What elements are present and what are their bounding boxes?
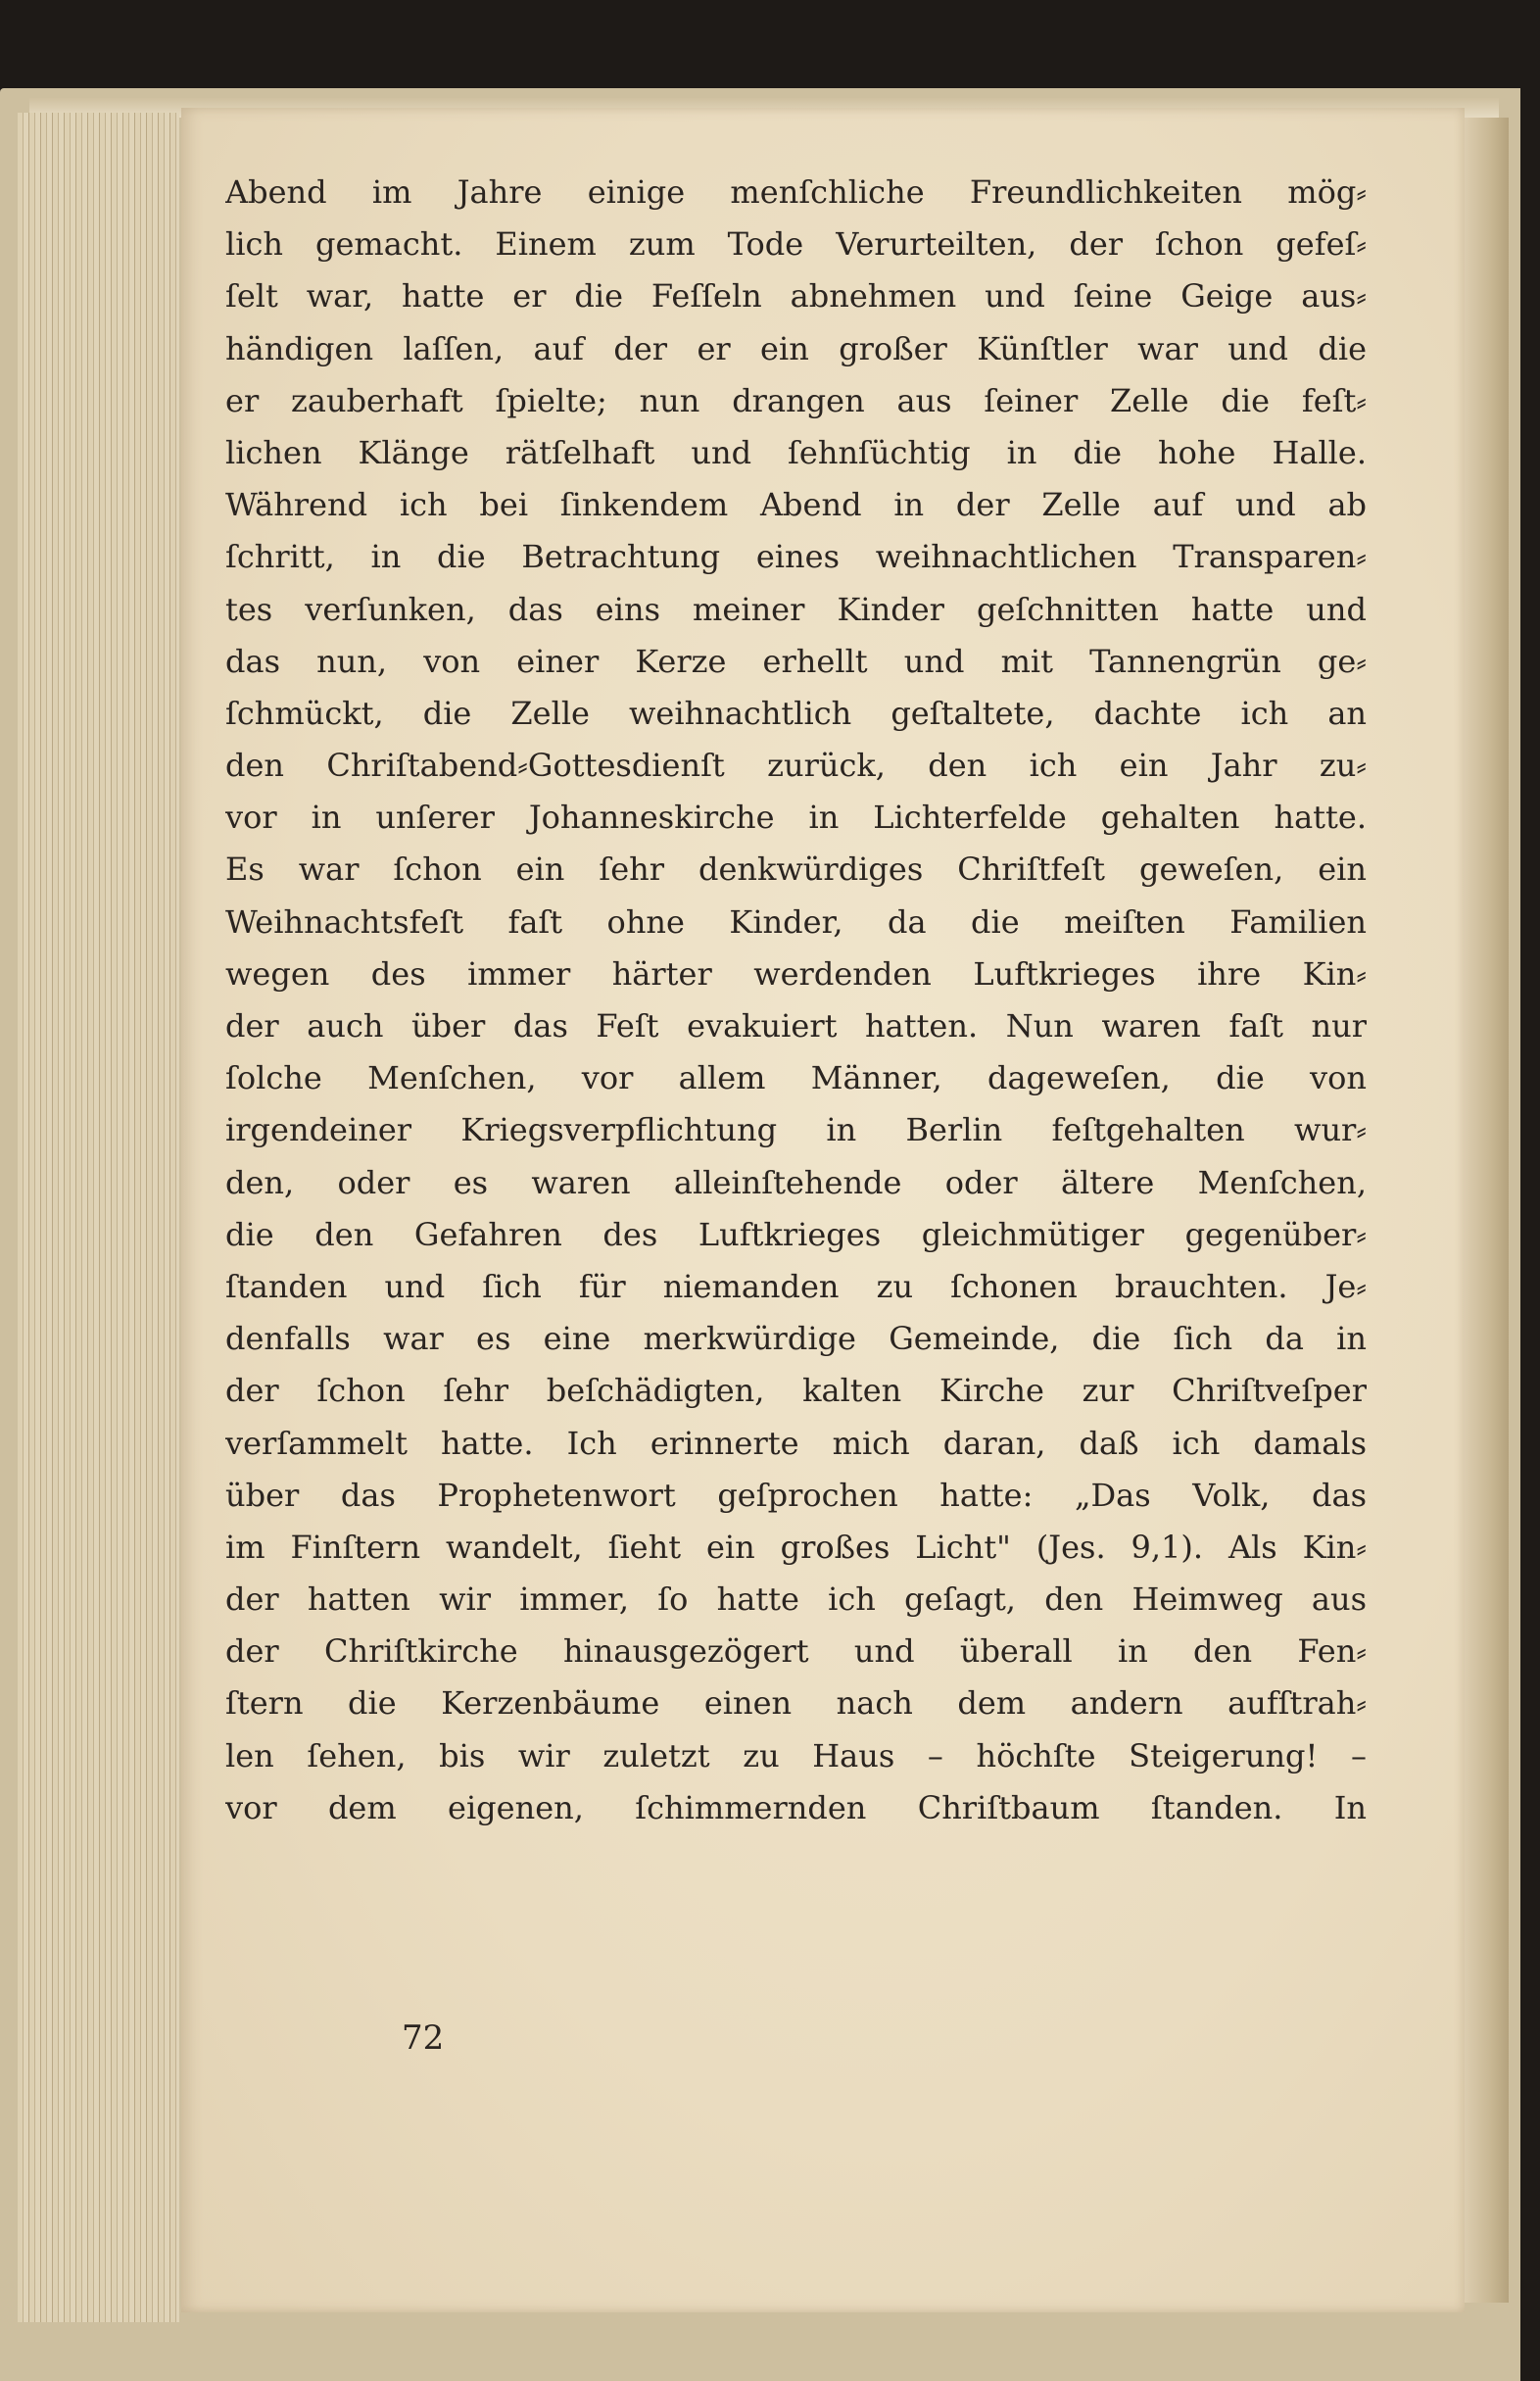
text-line: wegen des immer härter werdenden Luftkrieges ihre Kin⸗ — [225, 954, 1367, 993]
text-line: der ſchon ſehr beſchädigten, kalten Kirche zur Chriſtveſper — [225, 1372, 1367, 1410]
text-line: die den Gefahren des Luftkrieges gleichmütiger gegenüber⸗ — [225, 1215, 1367, 1253]
text-line: Während ich bei ſinkendem Abend in der Zelle auf und ab — [225, 486, 1367, 524]
text-line: den Chriſtabend⸗Gottesdienſt zurück, den ich ein Jahr zu⸗ — [225, 747, 1367, 785]
text-line: der hatten wir immer, ſo hatte ich geſagt, den Heimweg aus — [225, 1580, 1367, 1619]
text-line: len ſehen, bis wir zuletzt zu Haus – höchſte Steigerung! – — [225, 1736, 1367, 1774]
text-line: lich gemacht. Einem zum Tode Verurteilten, der ſchon gefeſ⸗ — [225, 225, 1367, 264]
text-line: irgendeiner Kriegsverpflichtung in Berlin feſtgehalten wur⸗ — [225, 1111, 1367, 1149]
page-body-text — [225, 167, 1367, 1834]
page-number: 72 — [402, 2018, 445, 2058]
page-right-edge — [1465, 118, 1509, 2303]
text-line: Abend im Jahre einige menſchliche Freundlichkeiten mög⸗ — [225, 173, 1367, 211]
text-line: der auch über das Feſt evakuiert hatten. Nun waren faſt nur — [225, 1007, 1367, 1045]
text-line: vor in unſerer Johanneskirche in Lichterfelde gehalten hatte. — [225, 799, 1367, 837]
text-line: ſtanden und ſich für niemanden zu ſchonen brauchten. Je⸗ — [225, 1267, 1367, 1305]
text-line: ſchritt, in die Betrachtung eines weihnachtlichen Transparen⸗ — [225, 538, 1367, 576]
text-line: Es war ſchon ein ſehr denkwürdiges Chriſtfeſt geweſen, ein — [225, 850, 1367, 889]
text-line: vor dem eigenen, ſchimmernden Chriſtbaum ſtanden. In — [225, 1788, 1367, 1826]
text-line: tes verſunken, das eins meiner Kinder geſchnitten hatte und — [225, 590, 1367, 628]
text-line: lichen Klänge rätſelhaft und ſehnſüchtig in die hohe Halle. — [225, 433, 1367, 471]
page-stack-edges — [18, 113, 179, 2322]
text-line: Weihnachtsfeſt faſt ohne Kinder, da die meiſten Familien — [225, 902, 1367, 941]
text-line: das nun, von einer Kerze erhellt und mit Tannengrün ge⸗ — [225, 642, 1367, 680]
text-line: im Finſtern wandelt, ſieht ein großes Licht" (Jes. 9,1). Als Kin⸗ — [225, 1528, 1367, 1566]
text-line: ſchmückt, die Zelle weihnachtlich geſtaltete, dachte ich an — [225, 694, 1367, 732]
text-line: ſelt war, hatte er die Feſſeln abnehmen und ſeine Geige aus⸗ — [225, 277, 1367, 316]
text-line: händigen laſſen, auf der er ein großer Künſtler war und die — [225, 329, 1367, 367]
text-line: ſolche Menſchen, vor allem Männer, dageweſen, die von — [225, 1059, 1367, 1097]
text-line: denfalls war es eine merkwürdige Gemeinde, die ſich da in — [225, 1320, 1367, 1358]
text-line: verſammelt hatte. Ich erinnerte mich daran, daß ich damals — [225, 1424, 1367, 1462]
text-line: der Chriſtkirche hinausgezögert und überall in den Fen⸗ — [225, 1632, 1367, 1671]
text-line: über das Prophetenwort geſprochen hatte: „Das Volk, das — [225, 1476, 1367, 1514]
text-line: ſtern die Kerzenbäume einen nach dem andern aufſtrah⸗ — [225, 1684, 1367, 1723]
text-line: den, oder es waren alleinſtehende oder ältere Menſchen, — [225, 1163, 1367, 1201]
text-line: er zauberhaft ſpielte; nun drangen aus ſeiner Zelle die feſt⸗ — [225, 381, 1367, 419]
